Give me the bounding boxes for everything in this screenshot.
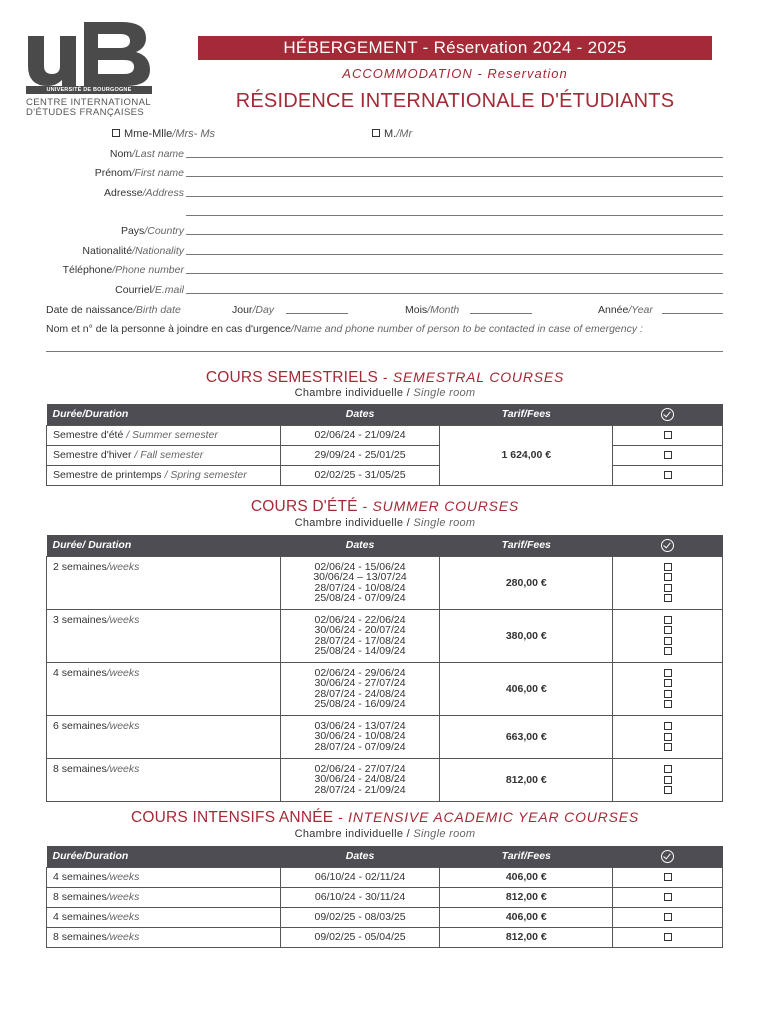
checkbox-icon[interactable] (664, 913, 672, 921)
field-country-input[interactable] (186, 234, 723, 235)
column-header-duration: Durée/Duration (47, 846, 281, 867)
check-circle-icon (661, 850, 674, 863)
checkbox-icon[interactable] (664, 584, 672, 592)
checkbox-icon[interactable] (664, 669, 672, 677)
column-header-duration: Durée/Duration (47, 404, 281, 425)
checkbox-icon[interactable] (664, 893, 672, 901)
row-label: 2 semaines/weeks (47, 556, 281, 609)
table-header-row (47, 535, 723, 556)
row-label: 8 semaines/weeks (47, 758, 281, 801)
civility-label-en: /Mrs- Ms (172, 128, 216, 140)
birthdate-label: Date de naissance/Birth date (46, 304, 181, 316)
intensive-table (46, 846, 723, 948)
checkbox-icon[interactable] (664, 451, 672, 459)
table-row (47, 715, 723, 758)
birth-month-label: Mois/Month (405, 304, 460, 316)
field-label-address: Adresse/Address (104, 187, 184, 199)
semestral-table (46, 404, 723, 486)
checkbox-icon[interactable] (664, 733, 672, 741)
column-header-select (613, 535, 723, 556)
row-select[interactable] (613, 927, 723, 947)
field-label-phone: Téléphone/Phone number (62, 264, 184, 276)
row-fee: 812,00 € (440, 927, 613, 947)
row-dates: 02/06/24 - 27/07/24 30/06/24 - 24/08/24 28/07/24 - 21/09/24 (280, 758, 440, 801)
column-header-fees: Tarif/Fees (440, 535, 613, 556)
column-header-dates: Dates (280, 535, 440, 556)
row-label: Semestre d'hiver / Fall semester (47, 445, 281, 465)
row-fee: 280,00 € (440, 556, 613, 609)
semestral-section-title: COURS SEMESTRIELS - SEMESTRAL COURSES (205, 369, 565, 386)
row-dates: 09/02/25 - 08/03/25 (280, 907, 440, 927)
logo-band-text: UNIVERSITÉ DE BOURGOGNE (26, 86, 152, 94)
row-dates: 02/06/24 - 15/06/24 30/06/24 – 13/07/24 28/07/24 - 10/08/24 25/08/24 - 07/09/24 (280, 556, 440, 609)
field-address-input-line2[interactable] (186, 215, 723, 216)
checkbox-icon[interactable] (664, 679, 672, 687)
table-row (47, 867, 723, 887)
checkbox-icon[interactable] (664, 573, 672, 581)
header-banner: HÉBERGEMENT - Réservation 2024 - 2025 (198, 36, 712, 60)
row-select[interactable] (613, 887, 723, 907)
row-select[interactable] (613, 556, 723, 609)
column-header-duration: Durée/ Duration (47, 535, 281, 556)
table-row (47, 662, 723, 715)
civility-option-mrs[interactable] (112, 128, 215, 140)
row-label: 8 semaines/weeks (47, 887, 281, 907)
header-subtitle: ACCOMMODATION - Reservation (342, 66, 568, 81)
field-phone-input[interactable] (186, 273, 723, 274)
logo-subtitle (26, 98, 151, 118)
summer-section-title: COURS D'ÉTÉ - SUMMER COURSES (250, 498, 520, 515)
column-header-dates: Dates (280, 404, 440, 425)
emergency-contact-label: Nom et n° de la personne à joindre en cas d'urgence/Name and phone number of person to be contacted in case of emergency : (46, 323, 643, 335)
checkbox-icon[interactable] (112, 129, 120, 137)
row-fee: 1 624,00 € (440, 425, 613, 485)
row-dates: 06/10/24 - 02/11/24 (280, 867, 440, 887)
emergency-contact-input[interactable] (46, 351, 723, 352)
table-row (47, 556, 723, 609)
row-dates: 02/06/24 - 22/06/24 30/06/24 - 20/07/24 28/07/24 - 17/08/24 25/08/24 - 14/09/24 (280, 609, 440, 662)
row-select[interactable] (613, 867, 723, 887)
row-fee: 812,00 € (440, 758, 613, 801)
row-select[interactable] (613, 758, 723, 801)
checkbox-icon[interactable] (664, 616, 672, 624)
row-select[interactable] (613, 907, 723, 927)
row-select[interactable] (613, 425, 723, 445)
row-fee: 406,00 € (440, 662, 613, 715)
row-label: 8 semaines/weeks (47, 927, 281, 947)
summer-room-type: Chambre individuelle / Single room (294, 517, 476, 529)
column-header-fees: Tarif/Fees (440, 846, 613, 867)
row-label: 4 semaines/weeks (47, 907, 281, 927)
table-row (47, 887, 723, 907)
birth-year-input[interactable] (662, 313, 723, 314)
row-label: 4 semaines/weeks (47, 867, 281, 887)
field-firstname-input[interactable] (186, 176, 723, 177)
checkbox-icon[interactable] (664, 563, 672, 571)
row-dates: 29/09/24 - 25/01/25 (280, 445, 440, 465)
civility-option-mr[interactable] (372, 128, 412, 140)
intensive-section-title: COURS INTENSIFS ANNÉE - INTENSIVE ACADEMIC YEAR COURSES (131, 809, 639, 826)
birth-year-label: Année/Year (598, 304, 653, 316)
row-select[interactable] (613, 465, 723, 485)
check-circle-icon (661, 408, 674, 421)
civility-label-fr: Mme-Mlle (124, 128, 173, 140)
checkbox-icon[interactable] (664, 700, 672, 708)
birth-day-input[interactable] (286, 313, 348, 314)
table-row (47, 445, 723, 465)
summer-table (46, 535, 723, 802)
row-dates: 02/06/24 - 29/06/24 30/06/24 - 27/07/24 28/07/24 - 24/08/24 25/08/24 - 16/09/24 (280, 662, 440, 715)
row-label: 6 semaines/weeks (47, 715, 281, 758)
row-select[interactable] (613, 715, 723, 758)
checkbox-icon[interactable] (664, 765, 672, 773)
checkbox-icon[interactable] (664, 647, 672, 655)
row-select[interactable] (613, 609, 723, 662)
row-dates: 02/06/24 - 21/09/24 (280, 425, 440, 445)
checkbox-icon[interactable] (664, 933, 672, 941)
row-dates: 02/02/25 - 31/05/25 (280, 465, 440, 485)
checkbox-icon[interactable] (664, 471, 672, 479)
table-header-row (47, 846, 723, 867)
table-row (47, 907, 723, 927)
checkbox-icon[interactable] (664, 626, 672, 634)
column-header-select (613, 846, 723, 867)
field-label-nationality: Nationalité/Nationality (82, 245, 184, 257)
field-address-input[interactable] (186, 196, 723, 197)
row-dates: 06/10/24 - 30/11/24 (280, 887, 440, 907)
row-label: Semestre d'été / Summer semester (47, 425, 281, 445)
field-nationality-input[interactable] (186, 254, 723, 255)
row-label: 3 semaines/weeks (47, 609, 281, 662)
birth-month-input[interactable] (470, 313, 532, 314)
checkbox-icon[interactable] (664, 431, 672, 439)
birth-day-label: Jour/Day (232, 304, 275, 316)
row-label: Semestre de printemps / Spring semester (47, 465, 281, 485)
table-row (47, 927, 723, 947)
checkbox-icon[interactable] (372, 129, 380, 137)
intensive-room-type: Chambre individuelle / Single room (294, 828, 476, 840)
row-fee: 406,00 € (440, 907, 613, 927)
row-select[interactable] (613, 445, 723, 465)
table-header-row (47, 404, 723, 425)
table-row (47, 425, 723, 445)
logo-line-2: D'ÉTUDES FRANÇAISES (26, 107, 145, 118)
field-name-input[interactable] (186, 157, 723, 158)
civility-label-fr: M. (384, 128, 397, 140)
row-dates: 09/02/25 - 05/04/25 (280, 927, 440, 947)
checkbox-icon[interactable] (664, 722, 672, 730)
row-fee: 406,00 € (440, 867, 613, 887)
column-header-fees: Tarif/Fees (440, 404, 613, 425)
university-logo (26, 22, 156, 118)
row-select[interactable] (613, 662, 723, 715)
ub-logo-mark (26, 22, 152, 86)
page-title: RÉSIDENCE INTERNATIONALE D'ÉTUDIANTS (235, 90, 675, 112)
logo-line-1: CENTRE INTERNATIONAL (26, 97, 152, 108)
row-fee: 380,00 € (440, 609, 613, 662)
row-fee: 812,00 € (440, 887, 613, 907)
row-label: 4 semaines/weeks (47, 662, 281, 715)
table-row (47, 758, 723, 801)
table-row (47, 465, 723, 485)
row-fee: 663,00 € (440, 715, 613, 758)
checkbox-icon[interactable] (664, 743, 672, 751)
field-label-name: Nom/Last name (109, 148, 184, 160)
checkbox-icon[interactable] (664, 637, 672, 645)
checkbox-icon[interactable] (664, 873, 672, 881)
column-header-select (613, 404, 723, 425)
field-label-email: Courriel/E.mail (115, 284, 184, 296)
checkbox-icon[interactable] (664, 786, 672, 794)
checkbox-icon[interactable] (664, 690, 672, 698)
civility-label-en: /Mr (396, 128, 413, 140)
check-circle-icon (661, 539, 674, 552)
column-header-dates: Dates (280, 846, 440, 867)
semestral-room-type: Chambre individuelle / Single room (294, 387, 476, 399)
table-row (47, 609, 723, 662)
field-label-country: Pays/Country (120, 225, 184, 237)
checkbox-icon[interactable] (664, 776, 672, 784)
checkbox-icon[interactable] (664, 594, 672, 602)
field-email-input[interactable] (186, 293, 723, 294)
row-dates: 03/06/24 - 13/07/24 30/06/24 - 10/08/24 28/07/24 - 07/09/24 (280, 715, 440, 758)
field-label-firstname: Prénom/First name (94, 167, 184, 179)
